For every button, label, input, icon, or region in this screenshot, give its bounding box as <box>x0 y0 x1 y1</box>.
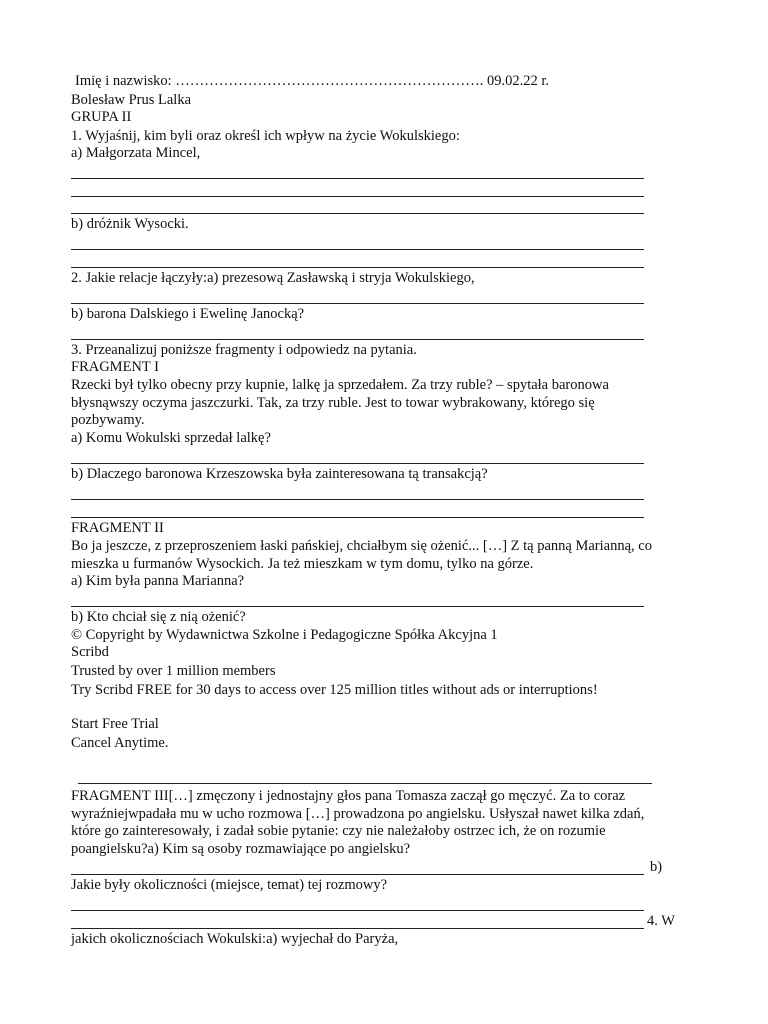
question-1b: b) dróżnik Wysocki. <box>71 216 189 232</box>
answer-line <box>71 339 644 340</box>
answer-line <box>71 517 644 518</box>
question-3-3b-marker: b) <box>650 859 663 875</box>
answer-line <box>71 196 644 197</box>
copyright-notice: © Copyright by Wydawnictwa Szkolne i Pedagogiczne Spółka Akcyjna 1 <box>71 627 498 643</box>
answer-line <box>71 303 644 304</box>
question-4-marker: 4. W <box>647 913 675 929</box>
answer-line <box>71 213 644 214</box>
promo-trusted: Trusted by over 1 million members <box>71 663 276 679</box>
answer-line <box>78 783 652 784</box>
name-date-line: Imię i nazwisko: ………………………………………………………. 09.02.22 r. <box>75 73 550 89</box>
fragment-3-text: FRAGMENT III[…] zmęczony i jednostajny głos pana Tomasza zaczął go męczyć. Za to coraz <box>71 788 626 804</box>
question-3-1b: b) Dlaczego baronowa Krzeszowska była zainteresowana tą transakcją? <box>71 466 488 482</box>
book-title: Bolesław Prus Lalka <box>71 92 192 108</box>
question-3-1a: a) Komu Wokulski sprzedał lalkę? <box>71 430 271 446</box>
answer-line <box>71 874 644 875</box>
fragment-2-title: FRAGMENT II <box>71 520 164 536</box>
fragment-2-text: mieszka u furmanów Wysockich. Ja też mieszkam w tym domu, tylko na górze. <box>71 556 534 572</box>
group-label: GRUPA II <box>71 109 132 125</box>
question-3-2b: b) Kto chciał się z nią ożenić? <box>71 609 246 625</box>
question-2a: 2. Jakie relacje łączyły:a) prezesową Zasławską i stryja Wokulskiego, <box>71 270 475 286</box>
fragment-2-text: Bo ja jeszcze, z przeproszeniem łaski pańskiej, chciałbym się ożenić... […] Z tą panną Marianną, co <box>71 538 652 554</box>
fragment-1-title: FRAGMENT I <box>71 359 159 375</box>
question-1a: a) Małgorzata Mincel, <box>71 145 201 161</box>
promo-brand: Scribd <box>71 644 109 660</box>
fragment-3-text: wyraźniejwpadała mu w ucho rozmowa […] prowadzona po angielsku. Usłyszał nawet kilka zdań, <box>71 806 645 822</box>
fragment-1-text: błysnąwszy oczyma jaszczurki. Tak, za trzy ruble. Jest to towar wybrakowany, którego się <box>71 395 595 411</box>
start-free-trial-link[interactable]: Start Free Trial <box>71 716 159 732</box>
answer-line <box>71 267 644 268</box>
cancel-anytime-text: Cancel Anytime. <box>71 735 169 751</box>
question-4a: jakich okolicznościach Wokulski:a) wyjechał do Paryża, <box>71 931 399 947</box>
answer-line <box>71 606 644 607</box>
question-3-3b: Jakie były okoliczności (miejsce, temat) tej rozmowy? <box>71 877 388 893</box>
promo-offer: Try Scribd FREE for 30 days to access over 125 million titles without ads or interruptions! <box>71 682 598 698</box>
fragment-1-text: Rzecki był tylko obecny przy kupnie, lalkę ja sprzedałem. Za trzy ruble? – spytała baronowa <box>71 377 609 393</box>
question-2b: b) barona Dalskiego i Ewelinę Janocką? <box>71 306 305 322</box>
answer-line <box>71 249 644 250</box>
answer-line <box>71 178 644 179</box>
answer-line <box>71 910 644 911</box>
fragment-1-text: pozbywamy. <box>71 412 145 428</box>
answer-line <box>71 499 644 500</box>
question-3-2a: a) Kim była panna Marianna? <box>71 573 245 589</box>
fragment-3-text: które go zainteresowały, i zadał sobie pytanie: czy nie należałoby ostrzec ich, że on rozumie <box>71 823 606 839</box>
question-1: 1. Wyjaśnij, kim byli oraz określ ich wpływ na życie Wokulskiego: <box>71 128 460 144</box>
answer-line <box>71 928 644 929</box>
answer-line <box>71 463 644 464</box>
question-3-3a: poangielsku?a) Kim są osoby rozmawiające po angielsku? <box>71 841 411 857</box>
question-3: 3. Przeanalizuj poniższe fragmenty i odpowiedz na pytania. <box>71 342 417 358</box>
